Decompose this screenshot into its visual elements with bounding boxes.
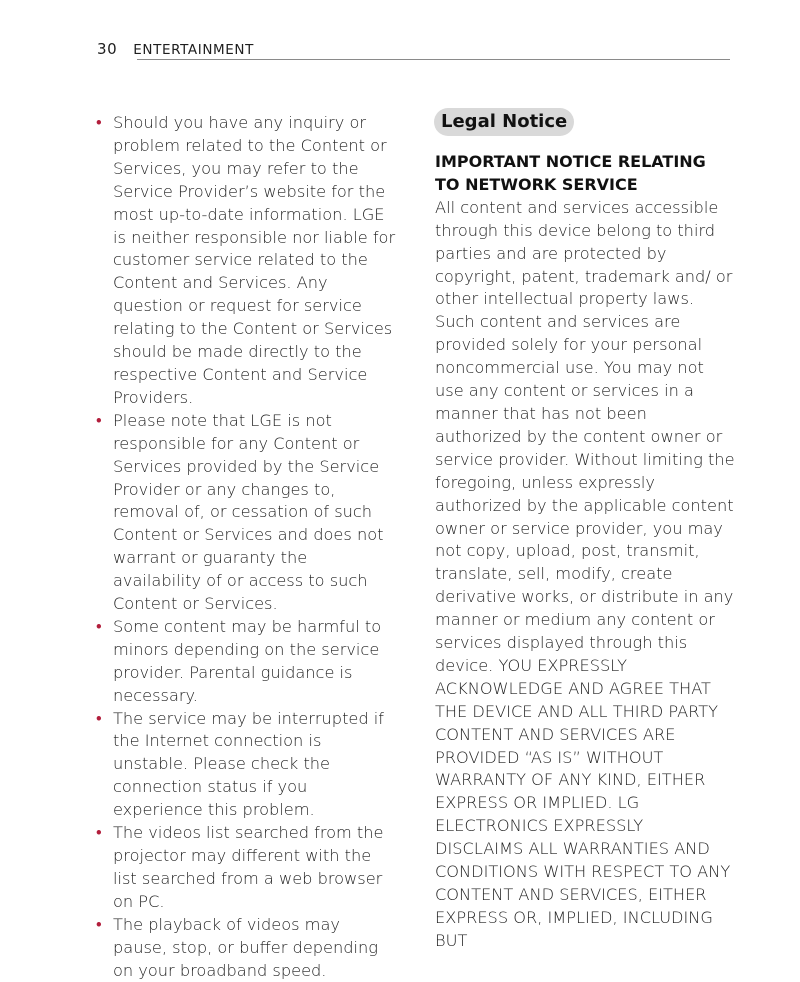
section-title: ENTERTAINMENT xyxy=(133,42,254,58)
header-divider xyxy=(137,59,730,60)
left-column xyxy=(96,112,398,982)
right-column xyxy=(435,108,735,953)
bullet-item-responsibility: • Please note that LGE is not responsible for any Content or Services provided by the Service Provider or any changes to, removal of, or cessation of such Content or Services and does not warrant or guaranty the availability of or access to such Content or Services. xyxy=(96,410,398,616)
bullet-list xyxy=(96,112,398,982)
bullet-item-minors: • Some content may be harmful to minors depending on the service provider. Parental guidance is necessary. xyxy=(96,616,398,708)
page-number: 30 xyxy=(97,40,118,58)
page-header xyxy=(97,40,254,58)
notice-body: All content and services accessible through this device belong to third parties and are protected by copyright, patent, trademark and/ or other intellectual property laws. Such content and services are provided solely for your personal noncommercial use. You may not use any content or services in a manner that has not been authorized by the content owner or service provider. Without limiting the foregoing, unless expressly authorized by the applicable content owner or service provider, you may not copy, upload, post, transmit, translate, sell, modify, create derivative works, or distribute in any manner or medium any content or services displayed through this device. YOU EXPRESSLY ACKNOWLEDGE AND AGREE THAT THE DEVICE AND ALL THIRD PARTY CONTENT AND SERVICES ARE PROVIDED “AS IS” WITHOUT WARRANTY OF ANY KIND, EITHER EXPRESS OR IMPLIED. LG ELECTRONICS EXPRESSLY DISCLAIMS ALL WARRANTIES AND CONDITIONS WITH RESPECT TO ANY CONTENT AND SERVICES, EITHER EXPRESS OR, IMPLIED, INCLUDING BUT xyxy=(435,197,735,950)
bullet-item-inquiry: • Should you have any inquiry or problem related to the Content or Services, you may refer to the Service Provider’s website for the most up-to-date information. LGE is neither responsible nor liable for customer service related to the Content and Services. Any question or request for service relating to the Content or Services should be made directly to the respective Content and Service Providers. xyxy=(96,112,398,410)
bullet-item-interruption: • The service may be interrupted if the Internet connection is unstable. Please check the connection status if you experience this problem. xyxy=(96,708,398,823)
bullet-item-playback: • The playback of videos may pause, stop, or buffer depending on your broadband speed. xyxy=(96,914,398,982)
bullet-item-video-list: • The videos list searched from the projector may different with the list searched from a web browser on PC. xyxy=(96,822,398,914)
notice-heading: IMPORTANT NOTICE RELATING TO NETWORK SERVICE xyxy=(435,152,706,194)
legal-notice-badge: Legal Notice xyxy=(434,108,574,136)
